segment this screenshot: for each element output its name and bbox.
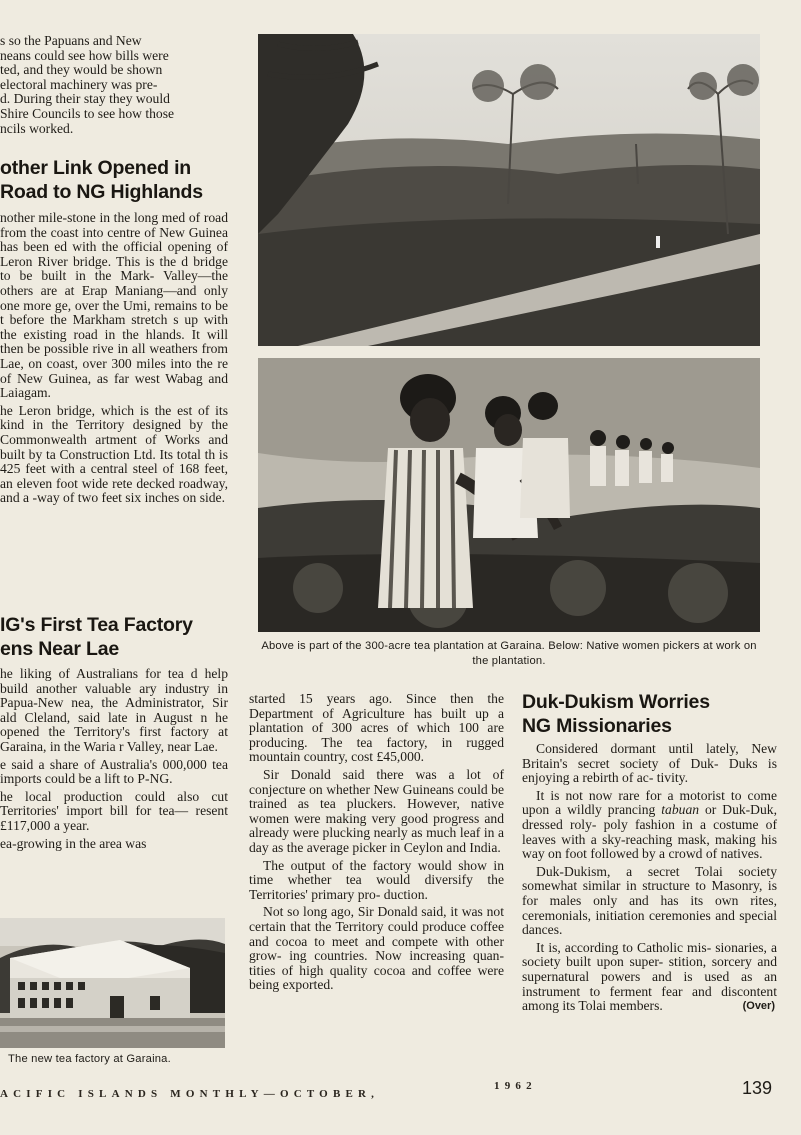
article-tea-headline (0, 613, 228, 661)
tea-factory-photo (0, 918, 225, 1048)
intro-line: d. During their stay they would (0, 91, 170, 107)
headline-line-2: ens Near Lae (0, 638, 119, 660)
intro-line: ncils worked. (0, 120, 74, 136)
paragraph: he Leron bridge, which is the est of its kind in the Territory designed by the Commonwealth artment of Works and built by ta Construction Ltd. Its total th is 425 feet with a central steel of 168 feet, an eleven foot wide rete decked roadway, and a -way of two feet six inches on side. (0, 402, 228, 506)
intro-line: Shire Councils to see how those (0, 105, 175, 121)
headline-line-1: Duk-Dukism Worries (522, 691, 710, 713)
paragraph: Sir Donald said there was a lot of conjecture on whether New Guineans could be trained as tea pluckers. However, native women were making very good progress and already were plucking nearly as much leaf in a day as the average picker in Ceylon and India. (249, 766, 504, 855)
paragraph: ea-growing in the area was (0, 835, 147, 851)
intro-line: s so the Papuans and New (0, 34, 142, 48)
headline-line-2: NG Missionaries (522, 715, 672, 737)
page-number: 139 (742, 1078, 773, 1098)
right-column (522, 690, 777, 1017)
article-tea-body (0, 667, 228, 901)
footer-year: 1962 (494, 1080, 537, 1092)
paragraph: he local production could also cut Territories' import bill for tea— resent £117,000 a year. (0, 788, 228, 833)
article-road-headline (0, 156, 228, 204)
left-column-intro (0, 34, 228, 136)
article-duk-headline (522, 690, 777, 738)
paragraph: The output of the factory would show in time whether tea would diversify the Territories' primary pro- duction. (249, 857, 504, 902)
intro-text (0, 34, 228, 136)
tea-plantation-photo (258, 34, 760, 346)
paragraph: Considered dormant until lately, New Britain's secret society of Duk- Duks is enjoying a rebirth of ac- tivity. (522, 741, 777, 786)
middle-column (249, 692, 504, 996)
text-run: or Duk-Duk, dressed roly- poly fashion in a costume of leaves with a sky-reaching mask, making his way on foot followed by a crowd of natives. (522, 802, 777, 862)
factory-caption: The new tea factory at Garaina. (8, 1053, 171, 1065)
continued-marker: (Over) (742, 1000, 775, 1013)
paragraph: e said a share of Australia's 000,000 tea imports could be a lift to P-NG. (0, 756, 228, 787)
article-road-body (0, 211, 228, 597)
paragraph (522, 789, 777, 862)
paragraph (522, 941, 777, 1014)
headline-line-2: Road to NG Highlands (0, 181, 203, 203)
paragraph: started 15 years ago. Since then the Department of Agriculture has built up a plantation of 300 acres of which 100 are producing. The tea factory, in rugged mountain country, cost £45,000. (249, 691, 504, 765)
headline-line-1: other Link Opened in (0, 157, 192, 179)
text-run: It is not now rare for a motorist to come upon a wildly prancing (522, 787, 777, 818)
intro-line: neans could see how bills were (0, 47, 169, 63)
paragraph: nother mile-stone in the long med of road from the coast into centre of New Guinea has been ed with the official opening of Leron River bridge. This is the d bridge to be built in the Mark- Valley—the others are at Erap Maniang—and only one more ge, over the Umi, remains to be t before the Markham stretch s up with the existing road in the hlands. It will then be possible rive in all weathers from Lae, on coast, over 300 miles into the re of New Guinea, as far west Wabag and Laiagam. (0, 211, 228, 401)
headline-line-1: IG's First Tea Factory (0, 614, 193, 636)
tea-pickers-photo (258, 358, 760, 632)
text-run: It is, according to Catholic mis- sionaries, a society built upon super- stition, sorcery and supernatural powers and is used as an instrument to ferment fear and discontent among its Tolai members. (522, 939, 777, 1014)
paragraph: Not so long ago, Sir Donald said, it was not certain that the Territory could produce coffee and cocoa to meet and compete with other grow- ing countries. Now increasing quan- tities of high quality cocoa and coffee were being exported. (249, 904, 504, 993)
intro-line: ted, and they would be shown (0, 62, 163, 78)
paragraph: he liking of Australians for tea d help build another valuable ary industry in Papua-New nea, the Administrator, Sir ald Cleland, said late in August n he opened the Territory's first factory at Garaina, in the Waria r Valley, near Lae. (0, 667, 228, 754)
italic-term: tabuan (661, 802, 700, 818)
footer-magazine-name: ACIFIC ISLANDS MONTHLY—OCTOBER, (0, 1088, 380, 1100)
intro-line: electoral machinery was pre- (0, 76, 158, 92)
plantation-caption: Above is part of the 300-acre tea plantation at Garaina. Below: Native women pickers at work on the plantation. (261, 640, 757, 667)
paragraph: Duk-Dukism, a secret Tolai society somewhat similar in structure to Masonry, is for males only and has its own rites, ceremonials, initiation ceremonies and special dances. (522, 863, 777, 938)
